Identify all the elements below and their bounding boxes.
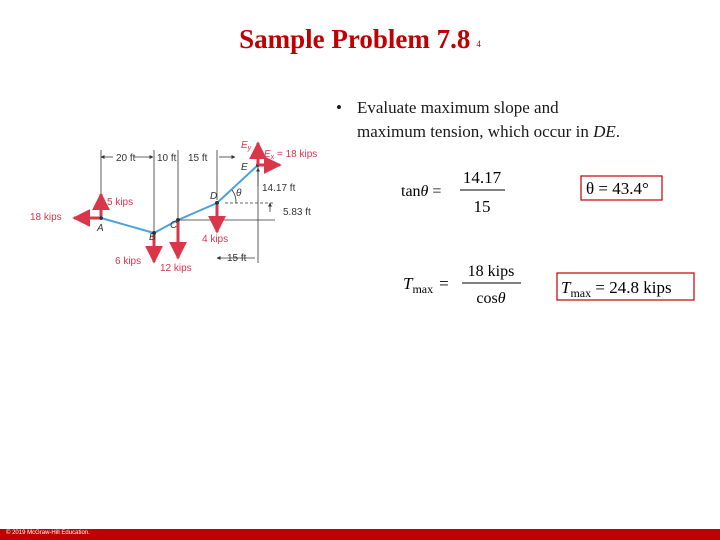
tmax-cos: cos xyxy=(476,290,498,307)
tan-numerator: 14.17 xyxy=(462,168,502,187)
footer-bar xyxy=(0,529,720,540)
reaction-ey-symbol: E xyxy=(241,140,248,151)
tan-eq: = xyxy=(432,183,442,200)
dim-583-label: 5.83 ft xyxy=(283,207,311,218)
theta-label: θ xyxy=(236,188,242,199)
point-a-label: A xyxy=(97,223,104,234)
dim-1417-label: 14.17 ft xyxy=(262,183,296,194)
dim-10-label: 10 ft xyxy=(157,153,177,164)
point-b-label: B xyxy=(149,232,156,243)
point-c-label: C xyxy=(170,220,178,231)
bullet-line-1: Evaluate maximum slope and xyxy=(357,98,559,117)
bullet-line-2-period: . xyxy=(615,122,620,141)
tmax-result-symbol: T xyxy=(561,278,571,297)
point-e-label: E xyxy=(241,162,248,173)
bullet-line-2-text: maximum tension, which occur in xyxy=(357,122,594,141)
copyright-text: © 2019 McGraw-Hill Education. xyxy=(6,530,90,536)
point-d-label: D xyxy=(210,191,218,202)
tan-denominator: 15 xyxy=(473,197,491,216)
segment-label-de: DE xyxy=(593,122,616,141)
tmax-theta: θ xyxy=(497,290,506,307)
reaction-ey-sub: y xyxy=(247,145,252,152)
slide-number: 4 xyxy=(476,39,481,50)
bullet-marker: • xyxy=(336,98,342,117)
theta-result: θ = 43.4° xyxy=(586,179,649,198)
tan-lhs xyxy=(401,183,441,200)
tmax-lhs xyxy=(403,274,449,296)
reaction-ex-symbol: E xyxy=(264,149,271,160)
tmax-sub: max xyxy=(412,282,434,296)
tmax-result-value: = 24.8 kips xyxy=(591,278,672,297)
load-d-label: 4 kips xyxy=(202,234,229,245)
tan-theta: θ xyxy=(420,183,429,200)
dim-15b-label: 15 ft xyxy=(227,253,247,264)
slide-title: Sample Problem 7.8 xyxy=(239,24,471,54)
dim-20-label: 20 ft xyxy=(116,153,136,164)
tmax-symbol: T xyxy=(403,274,413,293)
load-b-label: 6 kips xyxy=(115,256,142,267)
tmax-result-sub: max xyxy=(570,286,592,300)
reaction-ex-value: = 18 kips xyxy=(274,149,318,160)
load-c-label: 12 kips xyxy=(160,263,192,274)
tmax-numerator: 18 kips xyxy=(467,263,515,280)
tmax-result xyxy=(561,278,672,300)
load-left-label: 18 kips xyxy=(30,212,62,223)
tmax-eq: = xyxy=(439,274,449,293)
reaction-ex-sub: x xyxy=(270,154,275,161)
dim-15-label: 15 ft xyxy=(188,153,208,164)
tan-func: tan xyxy=(401,183,421,200)
tmax-denominator xyxy=(476,290,505,307)
load-a-label: 5 kips xyxy=(107,197,134,208)
